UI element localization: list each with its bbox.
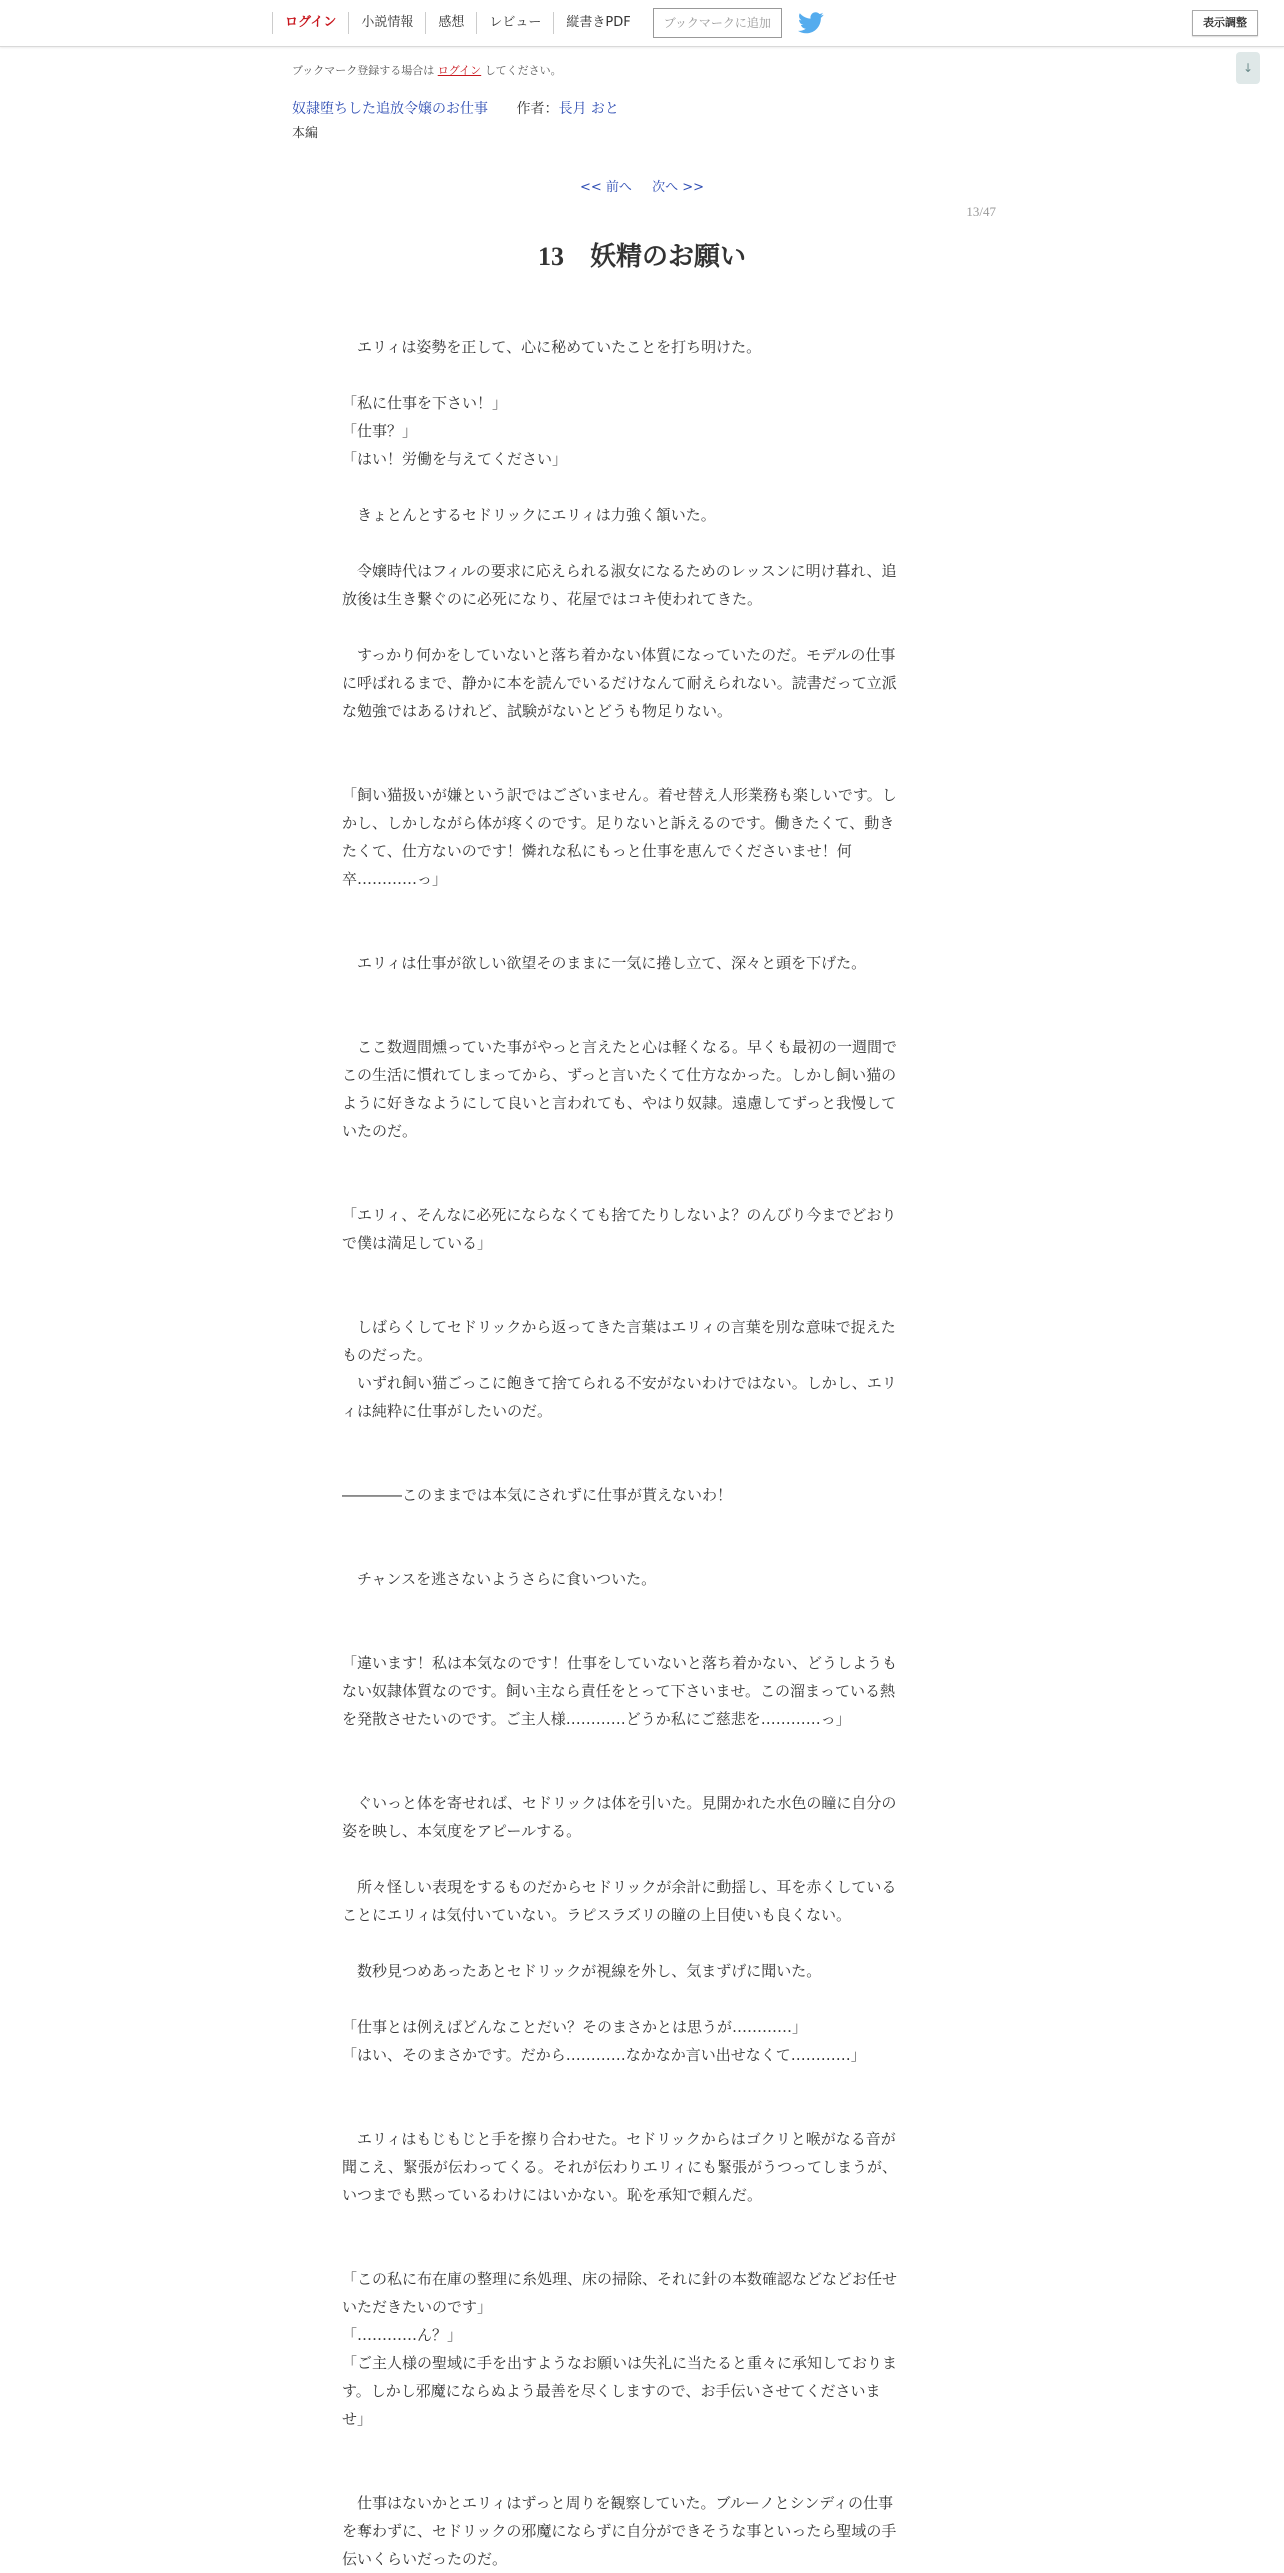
body-line: エリィは姿勢を正して、心に秘めていたことを打ち明けた。 xyxy=(342,338,762,356)
body-line: いずれ飼い猫ごっこに飽きて捨てられる不安がないわけではない。しかし、エリ xyxy=(342,1374,897,1392)
body-line xyxy=(342,725,940,753)
body-line: 「エリィ、そんなに必死にならなくても捨てたりしないよ？のんびり今までどおり xyxy=(342,1206,897,1224)
body-line: 仕事はないかとエリィはずっと周りを観察していた。ブルーノとシンディの仕事 xyxy=(342,2494,894,2512)
body-line xyxy=(342,2069,940,2097)
body-line xyxy=(342,613,940,641)
body-line: 「この私に布在庫の整理に糸処理、床の掃除、それに針の本数確認などなどお任せ xyxy=(342,2270,898,2288)
body-line: 所々怪しい表現をするものだからセドリックが余計に動揺し、耳を赤くしている xyxy=(342,1878,897,1896)
author-label: 作者： xyxy=(516,101,559,117)
body-line xyxy=(342,1173,940,1201)
bookmark-note-suffix: してください。 xyxy=(484,64,562,77)
body-line: 「はい！労働を与えてください」 xyxy=(342,450,568,468)
body-line: 放後は生き繋ぐのに必死になり、花屋ではコキ使われてきた。 xyxy=(342,590,763,608)
novel-info-link[interactable]: 小説情報 xyxy=(348,12,425,34)
add-bookmark-button[interactable]: ブックマークに追加 xyxy=(653,8,782,38)
body-line: ぐいっと体を寄せれば、セドリックは体を引いた。見開かれた水色の瞳に自分の xyxy=(342,1794,897,1812)
body-line xyxy=(342,921,940,949)
body-line: ものだった。 xyxy=(342,1346,433,1364)
body-line: きょとんとするセドリックにエリィは力強く頷いた。 xyxy=(342,506,716,524)
body-line xyxy=(342,2097,940,2125)
body-line: で僕は満足している」 xyxy=(342,1234,493,1252)
review-link[interactable]: レビュー xyxy=(476,12,553,34)
body-line: いつまでも黙っているわけにはいかない。恥を承知で頼んだ。 xyxy=(342,2186,763,2204)
body-line: 聞こえ、緊張が伝わってくる。それが伝わりエリィにも緊張がうつってしまうが、 xyxy=(342,2158,898,2176)
body-line: 伝いくらいだったのだ。 xyxy=(342,2550,508,2568)
body-line: ここ数週間燻っていた事がやっと言えたと心は軽くなる。早くも最初の一週間で xyxy=(342,1038,898,1056)
body-line: 「はい、そのまさかです。だから…………なかなか言い出せなくて…………」 xyxy=(342,2046,866,2064)
bookmark-login-note xyxy=(292,62,562,78)
vertical-pdf-link[interactable]: 縦書きPDF xyxy=(553,12,642,34)
body-line: 姿を映し、本気度をアピールする。 xyxy=(342,1822,582,1840)
body-line: 令嬢時代はフィルの要求に応えられる淑女になるためのレッスンに明け暮れ、追 xyxy=(342,562,897,580)
body-line: 「私に仕事を下さい！」 xyxy=(342,394,508,412)
body-line: 「…………ん？」 xyxy=(342,2326,463,2344)
chapter-title: 13 妖精のお願い xyxy=(537,242,746,271)
body-line xyxy=(342,1005,940,1033)
novel-body xyxy=(342,333,940,2573)
body-line xyxy=(342,1145,940,1173)
bookmark-note-login-link[interactable]: ログイン xyxy=(437,64,482,77)
next-chapter-link[interactable]: 次へ >> xyxy=(652,180,704,195)
body-line: この生活に慣れてしまってから、ずっと言いたくて仕方なかった。しかし飼い猫の xyxy=(342,1066,897,1084)
body-line xyxy=(342,1425,940,1453)
body-line xyxy=(342,1257,940,1285)
body-line: 「仕事とは例えばどんなことだい？そのまさかとは思うが…………」 xyxy=(342,2018,808,2036)
top-navigation-bar xyxy=(0,0,1284,47)
body-line: エリィはもじもじと手を擦り合わせた。セドリックからはゴクリと喉がなる音が xyxy=(342,2130,896,2148)
body-line xyxy=(342,2237,940,2265)
body-line xyxy=(342,1929,940,1957)
body-line: 卒…………っ」 xyxy=(342,870,448,888)
scroll-down-button[interactable]: ↓ xyxy=(1236,52,1260,84)
body-line: しばらくしてセドリックから返ってきた言葉はエリィの言葉を別な意味で捉えた xyxy=(342,1318,896,1336)
work-title-link[interactable]: 奴隷堕ちした追放令嬢のお仕事 xyxy=(292,101,488,117)
body-line xyxy=(342,893,940,921)
body-line: す。しかし邪魔にならぬよう最善を尽くしますので、お手伝いさせてくださいま xyxy=(342,2382,881,2400)
body-line xyxy=(342,1593,940,1621)
body-line xyxy=(342,361,940,389)
body-line xyxy=(342,2209,940,2237)
body-line: かし、しかしながら体が疼くのです。足りないと訴えるのです。働きたくて、動き xyxy=(342,814,895,832)
body-line: せ」 xyxy=(342,2410,373,2428)
body-line: 数秒見つめあったあとセドリックが視線を外し、気まずげに聞いた。 xyxy=(342,1962,822,1980)
bookmark-note-text: ブックマーク登録する場合は xyxy=(292,64,435,77)
login-link[interactable]: ログイン xyxy=(272,12,348,34)
body-line xyxy=(342,1509,940,1537)
body-line: すっかり何かをしていないと落ち着かない体質になっていたのだ。モデルの仕事 xyxy=(342,646,896,664)
body-line: いただきたいのです」 xyxy=(342,2298,493,2316)
chapter-pager xyxy=(0,176,1284,195)
body-line xyxy=(342,2461,940,2489)
body-line xyxy=(342,1621,940,1649)
body-line: 「仕事？」 xyxy=(342,422,418,440)
author-link[interactable]: 長月 おと xyxy=(558,101,619,117)
body-line: チャンスを逃さないようさらに食いついた。 xyxy=(342,1570,657,1588)
body-line xyxy=(342,2433,940,2461)
body-line: いたのだ。 xyxy=(342,1122,418,1140)
body-line: 「違います！私は本気なのです！仕事をしていないと落ち着かない、どうしようも xyxy=(342,1654,898,1672)
body-line xyxy=(342,977,940,1005)
page-counter: 13/47 xyxy=(966,204,996,219)
body-line xyxy=(342,1845,940,1873)
body-line: な勉強ではあるけれど、試験がないとどうも物足りない。 xyxy=(342,702,733,720)
body-line: を発散させたいのです。ご主人様…………どうか私にご慈悲を…………っ」 xyxy=(342,1710,851,1728)
body-line xyxy=(342,1733,940,1761)
twitter-icon[interactable] xyxy=(798,12,824,34)
work-info xyxy=(292,98,619,118)
body-line: たくて、仕方ないのです！憐れな私にもっと仕事を恵んでくださいませ！何 xyxy=(342,842,852,860)
body-line: ――――このままでは本気にされずに仕事が貰えないわ！ xyxy=(342,1486,733,1504)
body-line xyxy=(342,1453,940,1481)
body-line: ィは純粋に仕事がしたいのだ。 xyxy=(342,1402,553,1420)
prev-chapter-link[interactable]: << 前へ xyxy=(580,180,632,195)
body-line xyxy=(342,753,940,781)
display-settings-button[interactable]: 表示調整 xyxy=(1192,10,1258,36)
body-line: ない奴隷体質なのです。飼い主なら責任をとって下さいませ。この溜まっている熱 xyxy=(342,1682,896,1700)
body-line xyxy=(342,1761,940,1789)
body-line: 「飼い猫扱いが嫌という訳ではございません。着せ替え人形業務も楽しいです。し xyxy=(342,786,897,804)
body-line: 「ご主人様の聖域に手を出すようなお願いは失礼に当たると重々に承知しておりま xyxy=(342,2354,898,2372)
body-line: ように好きなようにして良いと言われても、やはり奴隷。遠慮してずっと我慢して xyxy=(342,1094,897,1112)
body-line xyxy=(342,473,940,501)
body-line: を奪わずに、セドリックの邪魔にならずに自分ができそうな事といったら聖域の手 xyxy=(342,2522,897,2540)
section-name: 本編 xyxy=(292,126,319,141)
body-line xyxy=(342,1285,940,1313)
body-line: に呼ばれるまで、静かに本を読んでいるだけなんて耐えられない。読書だって立派 xyxy=(342,674,897,692)
body-line: ことにエリィは気付いていない。ラピスラズリの瞳の上目使いも良くない。 xyxy=(342,1906,851,1924)
main-nav xyxy=(272,0,824,46)
body-line xyxy=(342,1985,940,2013)
impressions-link[interactable]: 感想 xyxy=(425,12,476,34)
body-line: エリィは仕事が欲しい欲望そのままに一気に捲し立て、深々と頭を下げた。 xyxy=(342,954,867,972)
body-line xyxy=(342,1537,940,1565)
body-line xyxy=(342,529,940,557)
